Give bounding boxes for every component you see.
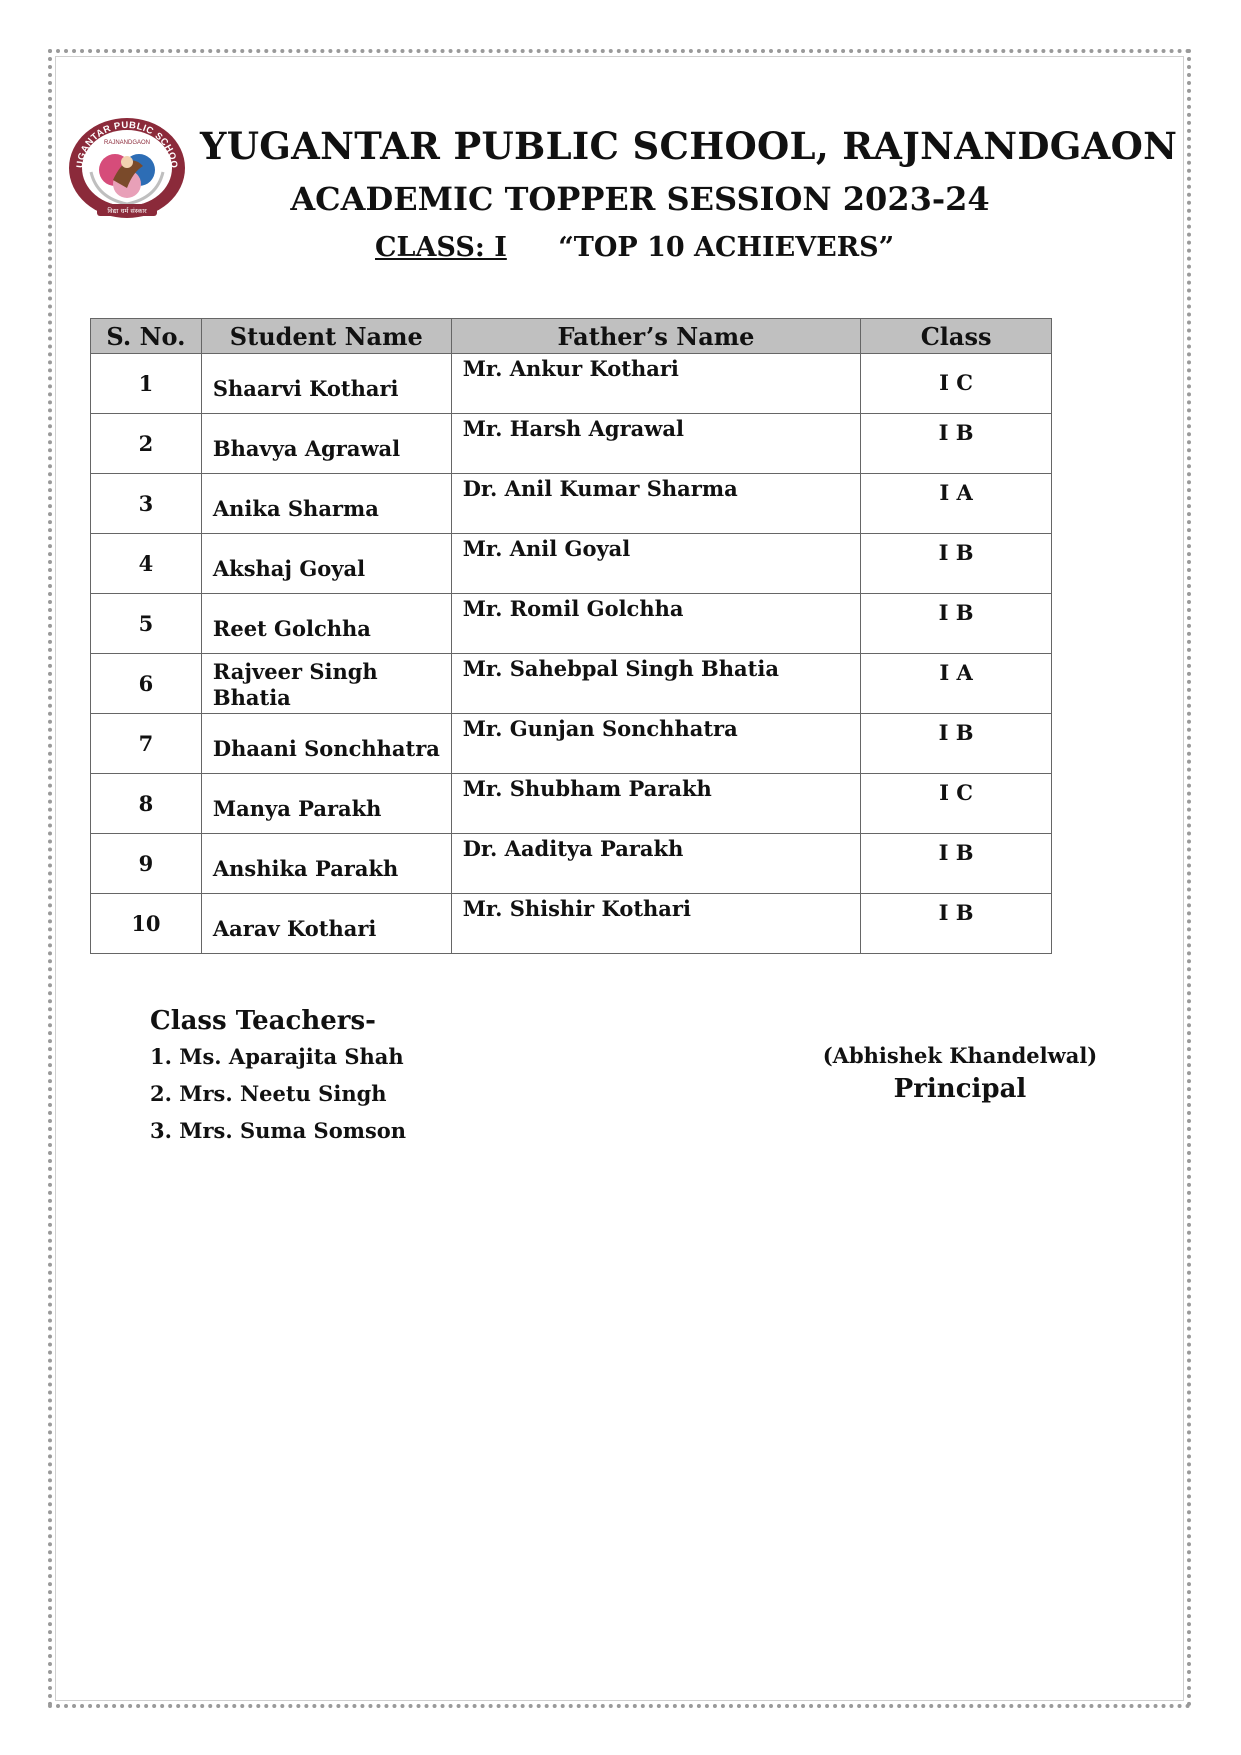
cell-class: I B [861, 894, 1052, 954]
session-title: ACADEMIC TOPPER SESSION 2023-24 [290, 180, 990, 218]
cell-class: I C [861, 354, 1052, 414]
logo-motto: विद्या धर्म संस्कार [107, 207, 147, 215]
achievers-label: “TOP 10 ACHIEVERS” [558, 232, 895, 263]
cell-student: Aarav Kothari [201, 894, 451, 954]
cell-sno: 5 [91, 594, 202, 654]
cell-father: Mr. Romil Golchha [451, 594, 861, 654]
cell-father: Mr. Ankur Kothari [451, 354, 861, 414]
cell-student: Anshika Parakh [201, 834, 451, 894]
table-row [91, 714, 1052, 774]
cell-sno: 2 [91, 414, 202, 474]
class-teachers-heading: Class Teachers- [150, 1006, 376, 1036]
class-teachers [150, 1006, 406, 1155]
teacher-item: 2. Mrs. Neetu Singh [150, 1081, 387, 1106]
table-row [91, 894, 1052, 954]
cell-student: Reet Golchha [201, 594, 451, 654]
cell-father: Mr. Gunjan Sonchhatra [451, 714, 861, 774]
principal-name: (Abhishek Khandelwal) [822, 1043, 1098, 1068]
table-row [91, 654, 1052, 714]
table-row [91, 474, 1052, 534]
cell-sno: 8 [91, 774, 202, 834]
school-name: YUGANTAR PUBLIC SCHOOL, RAJNANDGAON [200, 124, 1178, 168]
cell-father: Mr. Anil Goyal [451, 534, 861, 594]
cell-student: Bhavya Agrawal [201, 414, 451, 474]
table-row [91, 834, 1052, 894]
teacher-item: 1. Ms. Aparajita Shah [150, 1044, 404, 1069]
cell-student: Anika Sharma [201, 474, 451, 534]
teacher-item: 3. Mrs. Suma Somson [150, 1118, 407, 1143]
cell-father: Mr. Harsh Agrawal [451, 414, 861, 474]
col-header-student: Student Name [201, 319, 451, 354]
table-row [91, 774, 1052, 834]
cell-father: Mr. Shishir Kothari [451, 894, 861, 954]
cell-student: Akshaj Goyal [201, 534, 451, 594]
school-logo [61, 110, 193, 222]
col-header-class: Class [861, 319, 1052, 354]
cell-sno: 4 [91, 534, 202, 594]
table-header-row [91, 319, 1052, 354]
cell-class: I A [861, 474, 1052, 534]
class-label: CLASS: I [375, 232, 507, 263]
cell-sno: 3 [91, 474, 202, 534]
logo-ring-text: UGANTAR PUBLIC SCHOO [74, 119, 180, 169]
cell-sno: 6 [91, 654, 202, 714]
col-header-sno: S. No. [91, 319, 202, 354]
cell-class: I B [861, 594, 1052, 654]
table-row [91, 354, 1052, 414]
subtitle [375, 232, 894, 263]
cell-class: I C [861, 774, 1052, 834]
logo-inner-text: RAJNANDGAON [103, 140, 151, 146]
cell-sno: 1 [91, 354, 202, 414]
principal-signature-block [820, 1043, 1100, 1104]
cell-father: Mr. Shubham Parakh [451, 774, 861, 834]
cell-sno: 7 [91, 714, 202, 774]
col-header-father: Father’s Name [451, 319, 861, 354]
cell-father: Mr. Sahebpal Singh Bhatia [451, 654, 861, 714]
cell-student: Rajveer Singh Bhatia [201, 654, 451, 714]
cell-class: I A [861, 654, 1052, 714]
cell-class: I B [861, 714, 1052, 774]
principal-role: Principal [893, 1074, 1027, 1104]
cell-father: Dr. Aaditya Parakh [451, 834, 861, 894]
table-row [91, 414, 1052, 474]
cell-sno: 10 [91, 894, 202, 954]
cell-class: I B [861, 534, 1052, 594]
cell-sno: 9 [91, 834, 202, 894]
cell-student: Manya Parakh [201, 774, 451, 834]
school-logo-emblem [61, 110, 193, 222]
cell-class: I B [861, 414, 1052, 474]
table-row [91, 534, 1052, 594]
table-row [91, 594, 1052, 654]
toppers-table [90, 318, 1052, 954]
cell-father: Dr. Anil Kumar Sharma [451, 474, 861, 534]
cell-student: Shaarvi Kothari [201, 354, 451, 414]
cell-class: I B [861, 834, 1052, 894]
cell-student: Dhaani Sonchhatra [201, 714, 451, 774]
